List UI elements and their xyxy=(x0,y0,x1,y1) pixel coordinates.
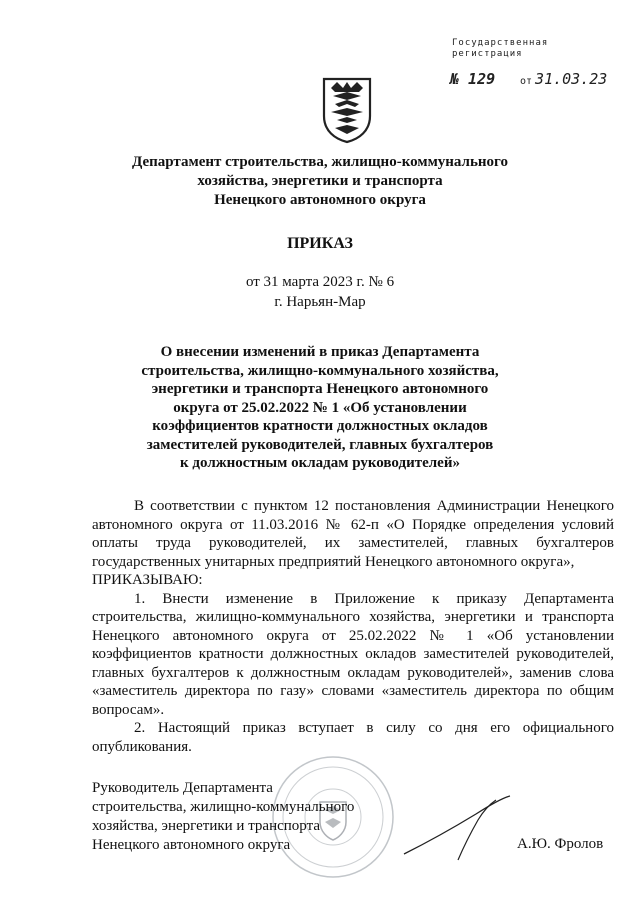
subject-line: энергетики и транспорта Ненецкого автономного xyxy=(151,381,489,397)
order-word: ПРИКАЗЫВАЮ: xyxy=(92,572,203,588)
signature-position-line: хозяйства, энергетики и транспорта xyxy=(92,818,321,834)
nao-coat-of-arms-icon xyxy=(321,76,373,144)
signature-position xyxy=(92,779,354,855)
signature-position-line: Руководитель Департамента xyxy=(92,780,273,796)
subject-line: О внесении изменений в приказ Департамента xyxy=(160,344,480,360)
preamble-paragraph: В соответствии с пунктом 12 постановления Администрации Ненецкого автономного округа от 11.03.2016 № 62-п «О Порядке определения условий оплаты труда руководителей, их заместителей, главных бухгалтеров государственных унитарных предприятий Ненецкого автономного округа», xyxy=(92,498,614,570)
subject-line: заместителей руководителей, главных бухгалтеров xyxy=(146,436,494,453)
department-heading-line: Ненецкого автономного округа xyxy=(214,192,426,208)
registration-date xyxy=(520,70,607,88)
document-city: г. Нарьян-Мар xyxy=(274,294,366,310)
document-body xyxy=(92,497,614,756)
handwritten-signature-icon xyxy=(398,790,528,865)
subject-line: к должностным окладам руководителей» xyxy=(180,455,460,471)
registration-stamp-heading xyxy=(452,38,548,60)
subject-line: округа от 25.02.2022 № 1 «Об установлении xyxy=(173,399,467,416)
signer-name: А.Ю. Фролов xyxy=(517,836,604,852)
subject-line: коэффициентов кратности должностных окладов xyxy=(152,418,488,434)
department-heading-line: Департамент строительства, жилищно-коммунального xyxy=(131,154,508,170)
registration-date-prefix: от xyxy=(520,76,533,87)
document-subject xyxy=(0,343,640,473)
registration-date-value: 31.03.23 xyxy=(535,70,608,88)
order-item-1: 1. Внести изменение в Приложение к приказу Департамента строительства, жилищно-коммунального хозяйства, энергетики и транспорта Ненецкого автономного округа от 25.02.2022 № 1 «Об установлении коэффициентов кратности должностных окладов заместителей руководителей, главных бухгалтеров к должностным окладам руководителей», заменив слова «заместитель директора по газу» словами «заместитель директора по общим вопросам». xyxy=(92,590,614,718)
registration-number: № 129 xyxy=(450,70,496,88)
order-item-2: 2. Настоящий приказ вступает в силу со дня его официального опубликования. xyxy=(92,720,614,755)
department-heading-line: хозяйства, энергетики и транспорта xyxy=(197,173,443,189)
stamp-heading-line: Государственная xyxy=(452,38,549,48)
document-date: от 31 марта 2023 г. № 6 xyxy=(245,274,395,290)
signature-position-line: строительства, жилищно-коммунального xyxy=(92,799,355,815)
signature-position-line: Ненецкого автономного округа xyxy=(92,837,291,853)
department-heading xyxy=(0,153,640,210)
stamp-heading-line: регистрация xyxy=(452,49,523,59)
subject-line: строительства, жилищно-коммунального хозяйства, xyxy=(141,362,499,379)
document-type: ПРИКАЗ xyxy=(287,235,353,252)
